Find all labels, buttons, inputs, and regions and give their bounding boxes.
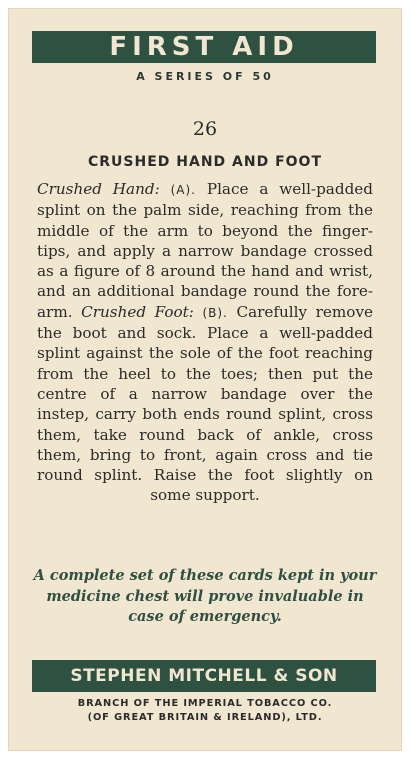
instructions-text xyxy=(37,179,373,506)
foot-marker: (B). xyxy=(202,305,228,320)
hand-marker: (A). xyxy=(170,183,196,197)
title-banner xyxy=(32,31,376,63)
collect-note: A complete set of these cards kept in your medicine chest will prove invaluable in case of emergency. xyxy=(33,567,377,625)
footer-banner xyxy=(32,660,376,692)
series-subtitle: A SERIES OF 50 xyxy=(136,70,274,83)
company-name: STEPHEN MITCHELL & SON xyxy=(70,666,338,686)
hand-label: Crushed Hand: xyxy=(37,180,160,198)
card-number: 26 xyxy=(192,118,218,140)
card-series-title: FIRST AID xyxy=(109,32,299,62)
card-heading: CRUSHED HAND AND FOOT xyxy=(87,154,322,170)
hand-instructions: Place a well-padded splint on the palm side, reaching from the middle of the arm to beyond the finger-tips, and apply a narrow bandage crossed as a figure of 8 around the hand and wrist, and an additional bandage round the fore-arm. xyxy=(37,180,373,321)
company-line-2: (OF GREAT BRITAIN & IRELAND), LTD. xyxy=(87,712,323,723)
foot-label: Crushed Foot: xyxy=(81,302,194,321)
company-line-1: BRANCH OF THE IMPERIAL TOBACCO CO. xyxy=(77,698,333,709)
foot-instructions: Carefully remove the boot and sock. Place a well-padded splint against the sole of the foot reaching from the heel to the toes; then put the centre of a narrow bandage over the instep, carry both ends round splint, cross them, take round back of ankle, cross them, bring to front, again cross and tie round splint. Raise the foot slightly on some support. xyxy=(37,302,374,505)
